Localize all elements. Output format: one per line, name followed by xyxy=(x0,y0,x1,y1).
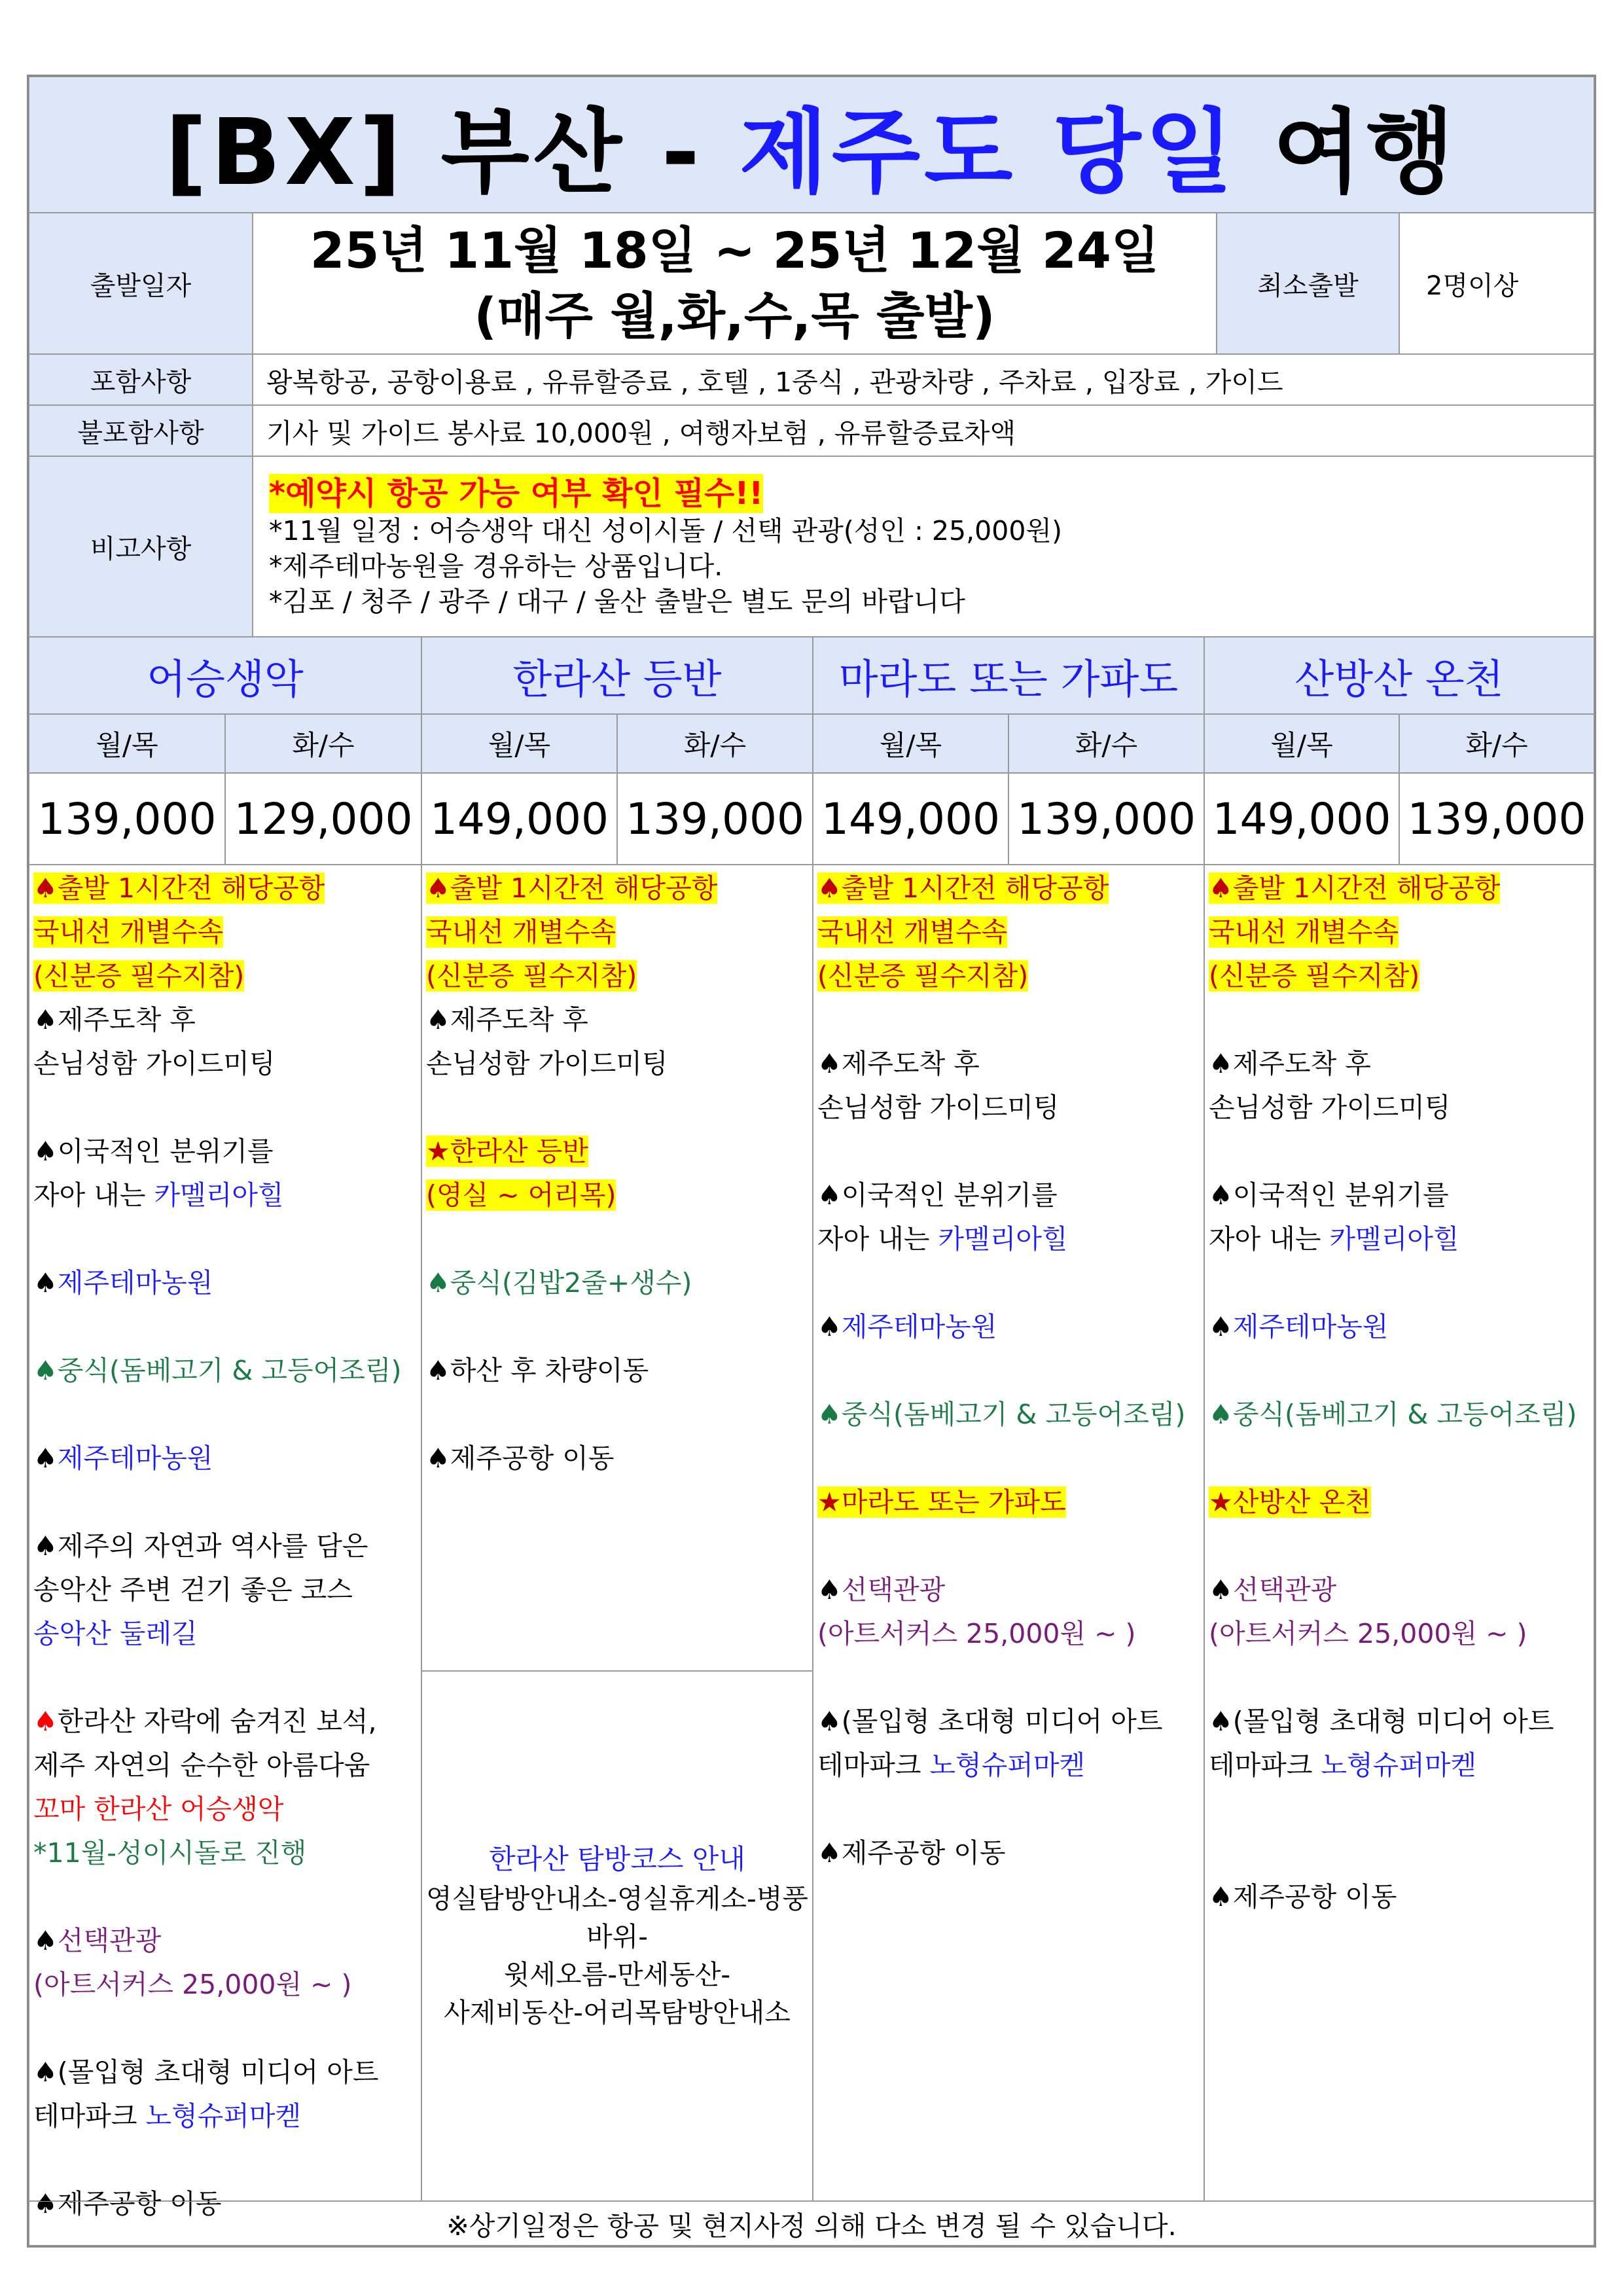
schedule-place: 노형슈퍼마켇 xyxy=(1321,1749,1477,1781)
schedule-line: 송악산 둘레길 xyxy=(33,1618,198,1649)
schedule-line xyxy=(1209,1744,1590,1787)
schedule-line: 손님성함 가이드미팅 xyxy=(33,1048,276,1079)
schedule-line xyxy=(817,1305,1200,1349)
remark-line: *제주테마농원을 경유하는 상품입니다. xyxy=(269,550,723,582)
min-label: 최소출발 xyxy=(1217,213,1399,354)
page-title xyxy=(165,79,1458,211)
schedule-course-3 xyxy=(813,865,1204,2201)
schedule-line: (아트서커스 25,000원 ~ ) xyxy=(33,1969,352,2000)
day-header: 화/수 xyxy=(225,714,421,773)
schedule-line: (신분증 필수지참) xyxy=(1209,960,1420,992)
spade-icon: ♠ xyxy=(33,1443,58,1474)
schedule-line xyxy=(33,1700,417,1744)
schedule-text: 선택관광 xyxy=(841,1574,946,1605)
price: 139,000 xyxy=(1008,773,1204,865)
schedule-line: ♠제주도착 후 xyxy=(426,1004,588,1035)
schedule-line: ♠출발 1시간전 해당공항 xyxy=(1209,872,1501,904)
schedule-line: ♠제주도착 후 xyxy=(1209,1048,1371,1079)
course-name: 한라산 등반 xyxy=(421,637,813,714)
day-header: 월/목 xyxy=(1204,714,1399,773)
day-header: 월/목 xyxy=(421,714,617,773)
schedule-line: 국내선 개별수속 xyxy=(1209,916,1399,948)
schedule-line xyxy=(33,1261,417,1305)
schedule-place: 제주테마농원 xyxy=(57,1267,213,1299)
trail-line: 영실탐방안내소-영실휴게소-병풍 xyxy=(425,1883,809,1914)
schedule-place: 카멜리아힐 xyxy=(154,1179,284,1211)
schedule-line: ♠제주공항 이동 xyxy=(33,2188,222,2219)
schedule-line: ♠출발 1시간전 해당공항 xyxy=(426,872,718,904)
schedule-line xyxy=(33,1919,417,1963)
schedule-line: ★한라산 등반 xyxy=(426,1136,588,1167)
schedule-line xyxy=(1209,1217,1590,1261)
schedule-course-4 xyxy=(1204,865,1594,2201)
schedule-line: ♠(몰입형 초대형 미디어 아트 xyxy=(33,2056,379,2088)
schedule-line: ♠제주공항 이동 xyxy=(1209,1881,1397,1912)
schedule-place: 제주테마농원 xyxy=(57,1443,213,1474)
trail-title: 한라산 탐방코스 안내 xyxy=(489,1843,745,1875)
include-label: 포함사항 xyxy=(29,354,253,405)
schedule-line: ♠중식(돔베고기 & 고등어조림) xyxy=(33,1355,402,1386)
schedule-line: *11월-성이시돌로 진행 xyxy=(33,1837,307,1869)
price: 139,000 xyxy=(617,773,813,865)
title-row xyxy=(29,77,1594,213)
day-header: 화/수 xyxy=(1399,714,1594,773)
schedule-line: ♠출발 1시간전 해당공항 xyxy=(33,872,325,904)
schedule-line: 국내선 개별수속 xyxy=(426,916,616,948)
schedule-line: ♠이국적인 분위기를 xyxy=(1209,1179,1449,1211)
schedule-line: ♠제주도착 후 xyxy=(33,1004,196,1035)
schedule-line: ♠출발 1시간전 해당공항 xyxy=(817,872,1109,904)
schedule-line xyxy=(33,2094,417,2138)
exclude-label: 불포함사항 xyxy=(29,405,253,456)
schedule-line: 손님성함 가이드미팅 xyxy=(1209,1092,1451,1123)
course-name: 산방산 온천 xyxy=(1204,637,1594,714)
depart-label: 출발일자 xyxy=(29,213,253,354)
spade-icon: ♠ xyxy=(33,1706,58,1737)
schedule-line: ★산방산 온천 xyxy=(1209,1486,1371,1518)
course-name: 마라도 또는 가파도 xyxy=(813,637,1204,714)
schedule-line: 손님성함 가이드미팅 xyxy=(426,1048,668,1079)
day-header: 월/목 xyxy=(29,714,225,773)
schedule-place: 카멜리아힐 xyxy=(1329,1223,1459,1255)
spade-icon: ♠ xyxy=(33,1267,58,1299)
schedule-line: ♠중식(돔베고기 & 고등어조림) xyxy=(817,1399,1186,1430)
schedule-line xyxy=(817,1217,1200,1261)
exclude-value: 기사 및 가이드 봉사료 10,000원 , 여행자보험 , 유류할증료차액 xyxy=(253,405,1594,456)
schedule-line: (영실 ~ 어리목) xyxy=(426,1179,616,1211)
day-header: 월/목 xyxy=(813,714,1008,773)
footer-note: ※상기일정은 항공 및 현지사정 의해 다소 변경 될 수 있습니다. xyxy=(29,2201,1594,2246)
schedule-text: 테마파크 xyxy=(33,2100,146,2132)
schedule-line: ♠제주도착 후 xyxy=(817,1048,980,1079)
schedule-line: ♠중식(김밥2줄+생수) xyxy=(426,1267,692,1299)
schedule-line: 국내선 개별수속 xyxy=(817,916,1008,948)
title-suffix: 여행 xyxy=(1237,99,1458,206)
title-prefix: [BX] 부산 - xyxy=(165,99,740,206)
schedule-place: 카멜리아힐 xyxy=(938,1223,1068,1255)
title-highlight: 제주도 당일 xyxy=(739,99,1238,206)
schedule-line: 제주 자연의 순수한 아름다움 xyxy=(33,1749,370,1781)
schedule-line xyxy=(33,1437,417,1480)
spade-icon: ♠ xyxy=(1209,1574,1233,1605)
schedule-line: ♠이국적인 분위기를 xyxy=(33,1136,274,1167)
schedule-text: 선택관광 xyxy=(57,1925,162,1956)
schedule-text: 선택관광 xyxy=(1232,1574,1337,1605)
schedule-line: ♠중식(돔베고기 & 고등어조림) xyxy=(1209,1399,1577,1430)
tour-sheet xyxy=(27,75,1596,2248)
schedule-line: ♠제주공항 이동 xyxy=(426,1443,615,1474)
remark-line: *김포 / 청주 / 광주 / 대구 / 울산 출발은 별도 문의 바랍니다 xyxy=(269,586,965,617)
price: 129,000 xyxy=(225,773,421,865)
schedule-line: 꼬마 한라산 어승생악 xyxy=(33,1793,284,1825)
schedule-line: (신분증 필수지참) xyxy=(817,960,1029,992)
schedule-text: 자아 내는 xyxy=(33,1179,154,1211)
schedule-text: 테마파크 xyxy=(817,1749,930,1781)
schedule-line xyxy=(817,1744,1200,1787)
schedule-line: (신분증 필수지참) xyxy=(426,960,637,992)
price: 139,000 xyxy=(29,773,225,865)
remark-label: 비고사항 xyxy=(29,456,253,637)
schedule-text: 한라산 자락에 숨겨진 보석, xyxy=(57,1706,377,1737)
price: 139,000 xyxy=(1399,773,1594,865)
remark-line: *11월 일정 : 어승생악 대신 성이시돌 / 선택 관광(성인 : 25,000원) xyxy=(269,515,1063,547)
depart-dates xyxy=(253,213,1217,354)
spade-icon: ♠ xyxy=(817,1311,842,1342)
schedule-text: 자아 내는 xyxy=(1209,1223,1330,1255)
schedule-line xyxy=(1209,1305,1590,1349)
trail-line: 윗세오름-만세동산- xyxy=(503,1959,731,1990)
schedule-line xyxy=(33,1174,417,1217)
schedule-line xyxy=(817,1568,1200,1612)
price: 149,000 xyxy=(1204,773,1399,865)
schedule-place: 노형슈퍼마켇 xyxy=(929,1749,1086,1781)
spade-icon: ♠ xyxy=(817,1574,842,1605)
schedule-text: 자아 내는 xyxy=(817,1223,938,1255)
schedule-place: 제주테마농원 xyxy=(1232,1311,1389,1342)
include-value: 왕복항공, 공항이용료 , 유류할증료 , 호텔 , 1중식 , 관광차량 , 주차료 , 입장료 , 가이드 xyxy=(253,354,1594,405)
day-header: 화/수 xyxy=(617,714,813,773)
remark-warning: *예약시 항공 가능 여부 확인 필수!! xyxy=(269,475,764,512)
depart-range: 25년 11월 18일 ~ 25년 12월 24일 xyxy=(310,221,1160,279)
trail-line: 바위- xyxy=(586,1921,648,1952)
trail-info xyxy=(421,1671,813,2201)
price: 149,000 xyxy=(421,773,617,865)
day-header: 화/수 xyxy=(1008,714,1204,773)
schedule-line: ♠(몰입형 초대형 미디어 아트 xyxy=(1209,1706,1554,1737)
schedule-line: ♠하산 후 차량이동 xyxy=(426,1355,649,1386)
schedule-line: ♠제주의 자연과 역사를 담은 xyxy=(33,1530,368,1562)
schedule-course-2 xyxy=(421,865,813,1671)
price: 149,000 xyxy=(813,773,1008,865)
schedule-line: (아트서커스 25,000원 ~ ) xyxy=(817,1618,1136,1649)
schedule-line: 국내선 개별수속 xyxy=(33,916,224,948)
schedule-line: (아트서커스 25,000원 ~ ) xyxy=(1209,1618,1527,1649)
spade-icon: ♠ xyxy=(33,1925,58,1956)
remark-box xyxy=(253,456,1594,637)
schedule-text: 테마파크 xyxy=(1209,1749,1321,1781)
schedule-line: ♠이국적인 분위기를 xyxy=(817,1179,1058,1211)
min-value: 2명이상 xyxy=(1399,213,1594,354)
schedule-line: ★마라도 또는 가파도 xyxy=(817,1486,1066,1518)
schedule-line: 송악산 주변 걷기 좋은 코스 xyxy=(33,1574,353,1605)
spade-icon: ♠ xyxy=(1209,1311,1233,1342)
schedule-course-1 xyxy=(29,865,421,2219)
depart-weekdays: (매주 월,화,수,목 출발) xyxy=(474,287,995,345)
course-name: 어승생악 xyxy=(29,637,421,714)
schedule-line: ♠제주공항 이동 xyxy=(817,1837,1006,1869)
schedule-place: 노형슈퍼마켇 xyxy=(145,2100,302,2132)
schedule-line: 손님성함 가이드미팅 xyxy=(817,1092,1060,1123)
schedule-line xyxy=(1209,1568,1590,1612)
schedule-line: ♠(몰입형 초대형 미디어 아트 xyxy=(817,1706,1163,1737)
schedule-place: 제주테마농원 xyxy=(841,1311,997,1342)
schedule-line: (신분증 필수지참) xyxy=(33,960,245,992)
trail-line: 사제비동산-어리목탐방안내소 xyxy=(444,1997,791,2028)
